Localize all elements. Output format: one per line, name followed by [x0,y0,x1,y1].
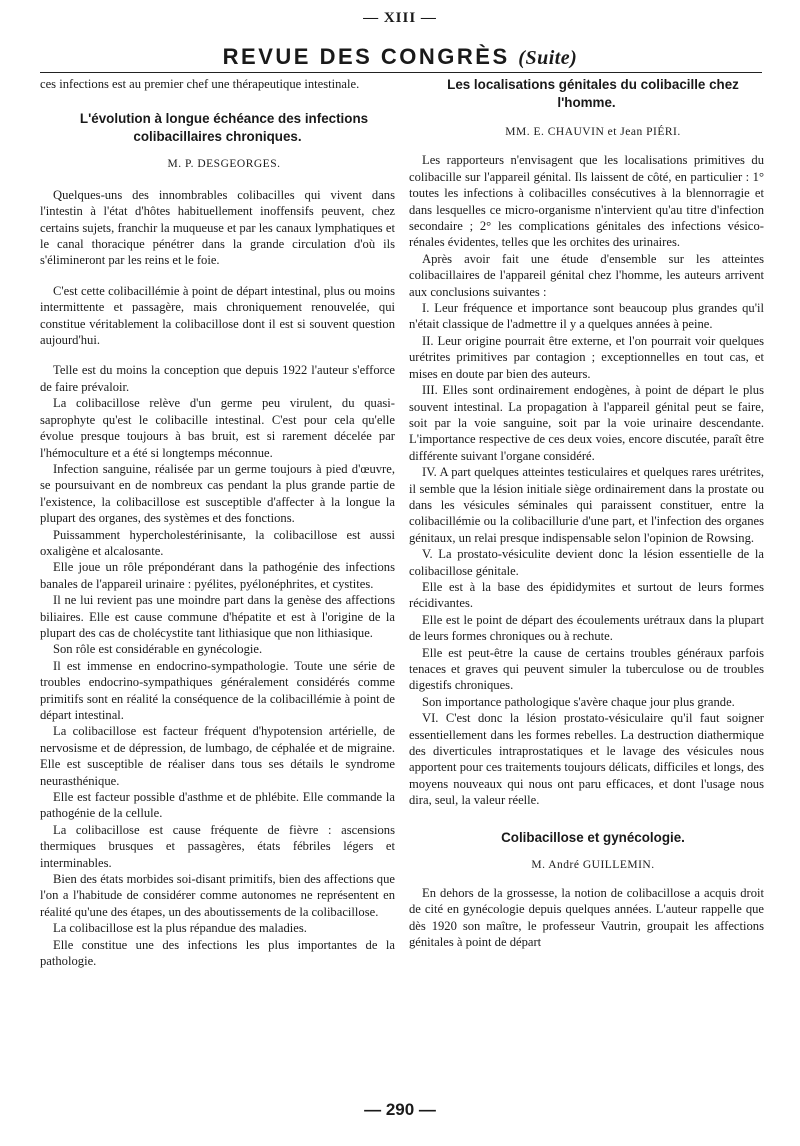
running-title-text: REVUE DES CONGRÈS [222,44,510,69]
section-heading-gynecologie: Colibacillose et gynécologie. [501,829,685,845]
paragraph: Elle est peut-être la cause de certains troubles généraux parfois tenaces et graves qui peuvent simuler la tuberculose ou de troubles digestifs chroniques. [409,645,764,693]
paragraph: Après avoir fait une étude d'ensemble sur les atteintes colibacillaires de l'appareil génital chez l'homme, les auteurs arrivent aux conclusions suivantes : [409,251,764,299]
running-title [0,44,800,70]
paragraph: Elle est le point de départ des écoulements urétraux dans la plupart de leurs formes chroniques ou à rechute. [409,612,764,644]
section-heading-evolution: L'évolution à longue échéance des infections colibacillaires chroniques. [79,111,369,145]
paragraph: Son rôle est considérable en gynécologie. [53,642,263,657]
paragraph: Quelques-uns des innombrables colibacilles qui vivent dans l'intestin à l'état d'hôtes habituellement inoffensifs peuvent, chez certains sujets, franchir la muqueuse et par les canaux lymphatiques et le canal thoracique pénétrer dans la grande circulation d'où ils s'élimineront par les reins et le foie. [40,187,395,268]
paragraph: Les rapporteurs n'envisagent que les localisations primitives du colibacille sur l'appareil génital. Ils laissent de côté, en particulier : 1° toutes les infections à colibacilles consécutives à la blennorragie et dans lesquelles ce micro-organisme n'intervient qu'au titre d'infection secondaire ; 2° les complications génitales des infections vésico-rénales évidentes, telles que les orchites des urinaires. [409,153,764,250]
paragraph: La colibacillose est facteur fréquent d'hypotension artérielle, de nervosisme et de dépression, de lumbago, de céphalée et de migraine. Elle est susceptible de réaliser dans tous ses détails le syndrome neurasthénique. [40,724,395,788]
running-title-suite: (Suite) [518,47,578,69]
paragraph: Elle constitue une des infections les plus importantes de la pathologie. [40,937,395,969]
left-column [40,76,395,970]
page-number: — 290 — [364,1100,436,1119]
paragraph: Elle est facteur possible d'asthme et de phlébite. Elle commande la pathogénie de la cellule. [40,790,395,821]
paragraph: Infection sanguine, réalisée par un germe toujours à pied d'œuvre, se poursuivant en de nombreux cas pendant la plus grande partie de l'existence, la colibacillose est susceptible d'affecter à la longue la plupart des organes, des systèmes et des fonctions. [40,461,395,526]
paragraph: La colibacillose est cause fréquente de fièvre : ascensions thermiques brusques et passagères, états fébriles légers et interminables. [40,822,395,870]
continued-paragraph: ces infections est au premier chef une thérapeutique intestinale. [40,77,360,91]
paragraph: I. Leur fréquence et importance sont beaucoup plus grandes qu'il n'était classique de l'admettre il y a quelques années à peine. [409,301,764,332]
paragraph: Elle joue un rôle prépondérant dans la pathogénie des infections banales de l'appareil urinaire : pyélites, pyélonéphrites, et cystites. [40,560,395,591]
paragraph: VI. C'est donc la lésion prostato-vésiculaire qu'il faut soigner essentiellement dans les formes rebelles. La destruction diathermique des diverticules intraprostatiques et le lavage des vésicules nous apportent pour ces traitements toujours délicats, difficiles et longs, des moyens nouveaux qui nous ont paru efficaces, et dont l'usage nous dira, seul, la valeur réelle. [409,711,764,808]
paragraph: Il ne lui revient pas une moindre part dans la genèse des affections biliaires. Elle est cause commune d'hépatite et est à l'origine de la plupart des cas de cholécystite tant lithiasique que non lithiasique. [40,593,395,640]
paragraph: La colibacillose est la plus répandue des maladies. [53,921,307,936]
paragraph: Elle est à la base des épididymites et surtout de leurs formes récidivantes. [409,579,764,611]
paragraph: En dehors de la grossesse, la notion de colibacillose a acquis droit de cité en gynécologie depuis quelques années. L'auteur rappelle que dès 1920 son maître, le professeur Vautrin, groupait les affections génitales à point de départ [409,886,764,950]
paragraph: Il est immense en endocrino-sympathologie. Toute une série de troubles endocrino-sympathiques généralement considérés comme primitifs sont en réalité la conséquence de la colibacillémie à point de départ intestinal. [40,658,395,722]
section-author-chauvin-pieri: MM. E. CHAUVIN et Jean PIÉRI. [505,126,681,138]
paragraph: III. Elles sont ordinairement endogènes, à point de départ le plus souvent intestinal. La propagation à l'appareil génital peut se faire, soit par la voie sanguine, soit par la voie urinaire descendante. L'importance respective de ces deux voies, encore discutée, paraît être différente suivant l'organe considéré. [409,383,764,463]
paragraph: Telle est du moins la conception que depuis 1922 l'auteur s'efforce de faire prévaloir. [40,363,395,394]
paragraph: Son importance pathologique s'avère chaque jour plus grande. [422,694,735,709]
paragraph: La colibacillose relève d'un germe peu virulent, du quasi-saprophyte qu'est le colibacille intestinal. C'est pour cela qu'elle évolue presque toujours à bas bruit, est si rarement décelée par l'hémoculture et a été si longtemps méconnue. [40,396,395,460]
header-rule [40,72,762,73]
section-author-guillemin: M. André GUILLEMIN. [531,858,655,871]
roman-folio: — XIII — [363,10,437,26]
right-column [409,76,764,951]
paragraph: II. Leur origine pourrait être externe, et l'on pourrait voir quelques urétrites primitives par contagion ; exceptionnelles en tout cas, et mises en doute par bien des auteurs. [409,333,764,381]
section-author-desgeorges: M. P. DESGEORGES. [167,158,281,171]
paragraph: V. La prostato-vésiculite devient donc la lésion essentielle de la colibacillose génitale. [409,547,764,578]
section-heading-localisations: Les localisations génitales du colibacille chez l'homme. [447,77,739,110]
paragraph: Puissamment hypercholestérinisante, la colibacillose est aussi oxaligène et alcalosante. [40,527,395,558]
paragraph: IV. A part quelques atteintes testiculaires et quelques rares urétrites, il semble que la lésion initiale siège ordinairement dans la prostate ou dans les vésicules séminales qui paraissent constituer, entre la colibacillémie ou la colibacillurie d'une part, et l'infection des organes génitaux, un relai presque indispensable selon l'opinion de Rowsing. [409,465,764,545]
paragraph: Bien des états morbides soi-disant primitifs, bien des affections que l'on a l'habitude de considérer comme autonomes ne représentent en réalité qu'une des étapes, un des aboutissements de la colibacillose. [40,872,395,919]
paragraph: C'est cette colibacillémie à point de départ intestinal, plus ou moins intermittente et passagère, mais chroniquement renouvelée, qui constitue véritablement la colibacillose dont il est si souvent question aujourd'hui. [40,283,395,348]
